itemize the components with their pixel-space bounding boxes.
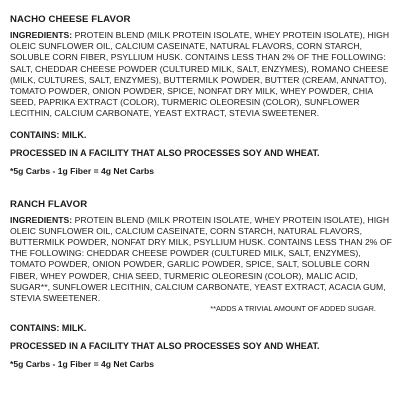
ingredients-label: INGREDIENTS: — [10, 30, 73, 40]
added-sugar-footnote: **ADDS A TRIVIAL AMOUNT OF ADDED SUGAR. — [210, 304, 376, 314]
ranch-section — [10, 199, 394, 371]
ingredients-text: PROTEIN BLEND (MILK PROTEIN ISOLATE, WHEY PROTEIN ISOLATE), HIGH OLEIC SUNFLOWER OIL, CALCIUM CASEINATE, CORN STARCH, NATURAL FLAVORS, BUTTERMILK POWDER, NONFAT DRY MILK, PSYLLIUM HUSK. CONTAINS LESS THAN 2% OF THE FOLLOWING: CHEDDAR CHEESE POWDER (CULTURED MILK, SALT, ENZYMES), TOMATO POWDER, ONION POWDER, GARLIC POWDER, SPICE, SALT, SOLUBLE CORN FIBER, WHEY POWDER, CHIA SEED, TURMERIC OLEORESIN (COLOR), MALIC ACID, SUGAR**, SUNFLOWER LECITHIN, CALCIUM CARBONATE, YEAST EXTRACT, ACACIA GUM, STEVIA SWEETENER. — [10, 214, 392, 304]
contains-allergen: CONTAINS: MILK. — [10, 129, 87, 140]
facility-warning: PROCESSED IN A FACILITY THAT ALSO PROCESSES SOY AND WHEAT. — [10, 147, 320, 158]
facility-warning: PROCESSED IN A FACILITY THAT ALSO PROCESSES SOY AND WHEAT. — [10, 341, 320, 352]
contains-allergen: CONTAINS: MILK. — [10, 323, 87, 334]
flavor-title: NACHO CHEESE FLAVOR — [10, 14, 131, 25]
nutrition-document — [10, 14, 394, 370]
net-carbs-note: *5g Carbs - 1g Fiber = 4g Net Carbs — [10, 165, 154, 176]
section-gap — [10, 177, 394, 199]
ingredients-text: PROTEIN BLEND (MILK PROTEIN ISOLATE, WHEY PROTEIN ISOLATE), HIGH OLEIC SUNFLOWER OIL, CALCIUM CASEINATE, NATURAL FLAVORS, CORN STARCH, SOLUBLE CORN FIBER, PSYLLIUM HUSK. CONTAINS LESS THAN 2% OF THE FOLLOWING: SALT, CHEDDAR CHEESE POWDER (CULTURED MILK, SALT, ENZYMES), ROMANO CHEESE (MILK, CULTURES, SALT, ENZYMES), BUTTERMILK POWDER, BUTTER (CREAM, ANNATTO), TOMATO POWDER, ONION POWDER, SPICE, NONFAT DRY MILK, WHEY POWDER, CHIA SEED, PAPRIKA EXTRACT (COLOR), TURMERIC OLEORESIN (COLOR), SUNFLOWER LECITHIN, CALCIUM CARBONATE, YEAST EXTRACT, STEVIA SWEETENER. — [10, 30, 390, 119]
nacho-cheese-section — [10, 14, 394, 177]
flavor-title: RANCH FLAVOR — [10, 198, 88, 210]
net-carbs-note: *5g Carbs - 1g Fiber = 4g Net Carbs — [10, 359, 154, 370]
ingredients-paragraph — [10, 215, 394, 305]
ingredients-paragraph — [10, 30, 394, 120]
ingredients-label: INGREDIENTS: — [10, 214, 73, 225]
